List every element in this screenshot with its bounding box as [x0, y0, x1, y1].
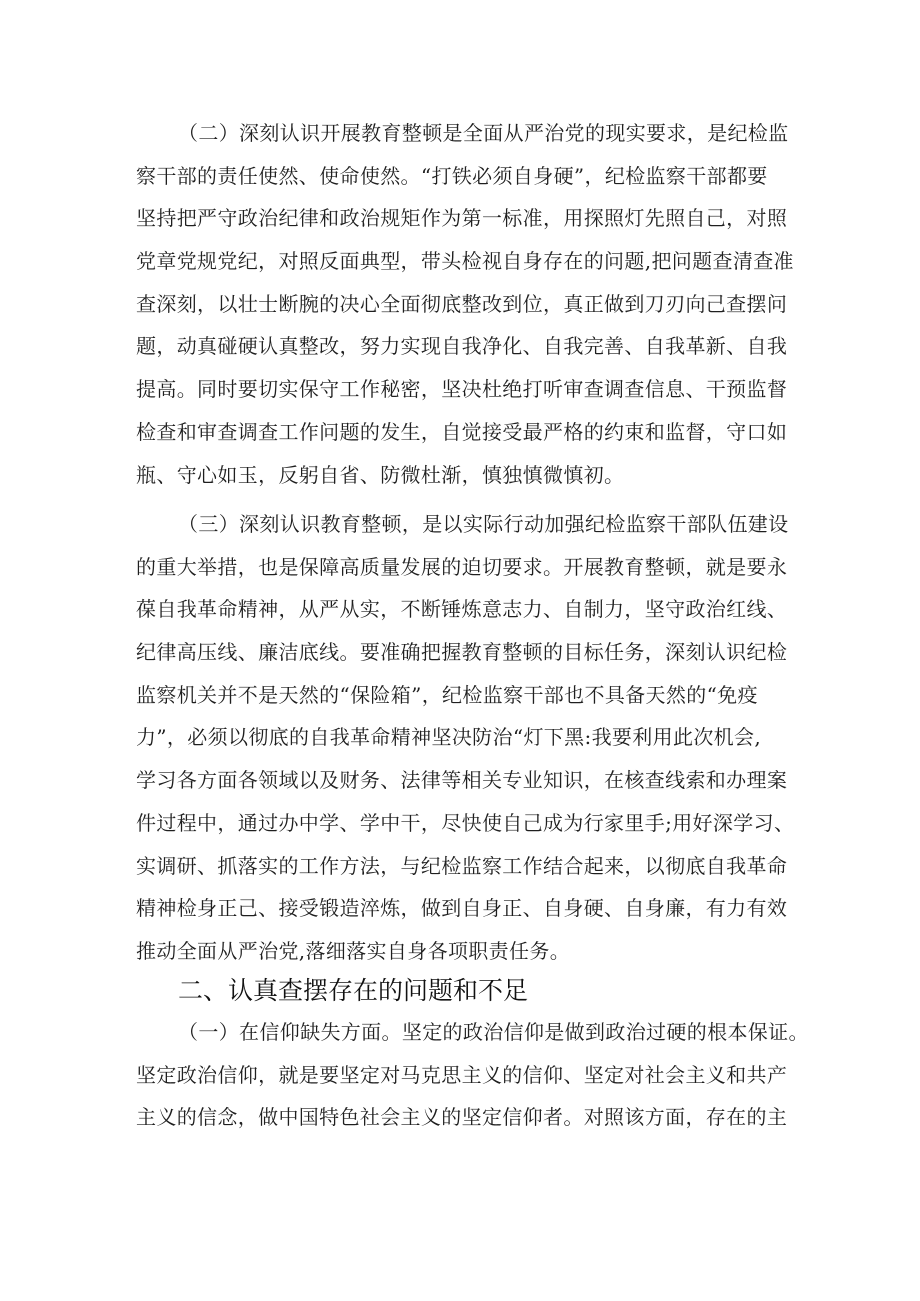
paragraph-line: （一）在信仰缺失方面。坚定的政治信仰是做到政治过硬的根本保证。 — [178, 1020, 809, 1044]
paragraph-4 — [136, 1011, 809, 1139]
paragraph-line: 党章党规党纪，对照反面典型，带头检视自身存在的问题,把问题查清查准 — [136, 249, 794, 274]
paragraph-line: 监察机关并不是天然的“保险箱”，纪检监察干部也不具备天然的“免疫 — [136, 682, 758, 707]
paragraph-line: 查深刻，以壮士断腕的决心全面彻底整改到位，真正做到刀刃向己查摆问 — [136, 291, 788, 316]
paragraph-line: 主义的信念，做中国特色社会主义的坚定信仰者。对照该方面，存在的主 — [136, 1105, 788, 1130]
section-heading: 二、认真查摆存在的问题和不足 — [178, 976, 529, 1005]
paragraph-2 — [136, 112, 796, 496]
paragraph-line: 件过程中，通过办中学、学中干，尽快使自己成为行家里手;用好深学习、 — [136, 810, 795, 835]
paragraph-line: 精神检身正己、接受锻造淬炼，做到自身正、自身硬、自身廉，有力有效 — [136, 896, 788, 921]
paragraph-line: 题，动真碰硬认真整改，努力实现自我净化、自我完善、自我革新、自我 — [136, 334, 788, 359]
paragraph-3 — [136, 503, 796, 973]
paragraph-line: 瓶、守心如玉，反躬自省、防微杜渐，慎独慎微慎初。 — [136, 462, 625, 487]
paragraph-line: 坚持把严守政治纪律和政治规矩作为第一标准，用探照灯先照自己，对照 — [136, 206, 788, 231]
paragraph-line: 实调研、抓落实的工作方法，与纪检监察工作结合起来，以彻底自我革命 — [136, 853, 788, 878]
paragraph-line: （三）深刻认识教育整顿，是以实际行动加强纪检监察干部队伍建设 — [178, 512, 789, 536]
paragraph-line: 提高。同时要切实保守工作秘密，坚决杜绝打听审查调查信息、干预监督 — [136, 377, 788, 402]
paragraph-line: 的重大举措，也是保障高质量发展的迫切要求。开展教育整顿，就是要永 — [136, 554, 788, 579]
paragraph-line: 坚定政治信仰，就是要坚定对马克思主义的信仰、坚定对社会主义和共产 — [136, 1062, 788, 1087]
paragraph-line: 纪律高压线、廉洁底线。要准确把握教育整顿的目标任务，深刻认识纪检 — [136, 640, 788, 665]
paragraph-line: 学习各方面各领域以及财务、法律等相关专业知识，在核查线索和办理案 — [136, 768, 788, 793]
paragraph-line: 葆自我革命精神，从严从实，不断锤炼意志力、自制力，坚守政治红线、 — [136, 597, 788, 622]
paragraph-line: （二）深刻认识开展教育整顿是全面从严治党的现实要求，是纪检监 — [178, 121, 789, 145]
paragraph-line: 检查和审查调查工作问题的发生，自觉接受最严格的约束和监督，守口如 — [136, 419, 788, 444]
paragraph-line: 推动全面从严治党,落细落实自身各项职责任务。 — [136, 938, 571, 963]
paragraph-line: 察干部的责任使然、使命使然。“打铁必须自身硬”，纪检监察干部都要 — [136, 163, 768, 188]
paragraph-line: 力”，必须以彻底的自我革命精神坚决防治“灯下黑:我要利用此次机会, — [136, 725, 762, 750]
